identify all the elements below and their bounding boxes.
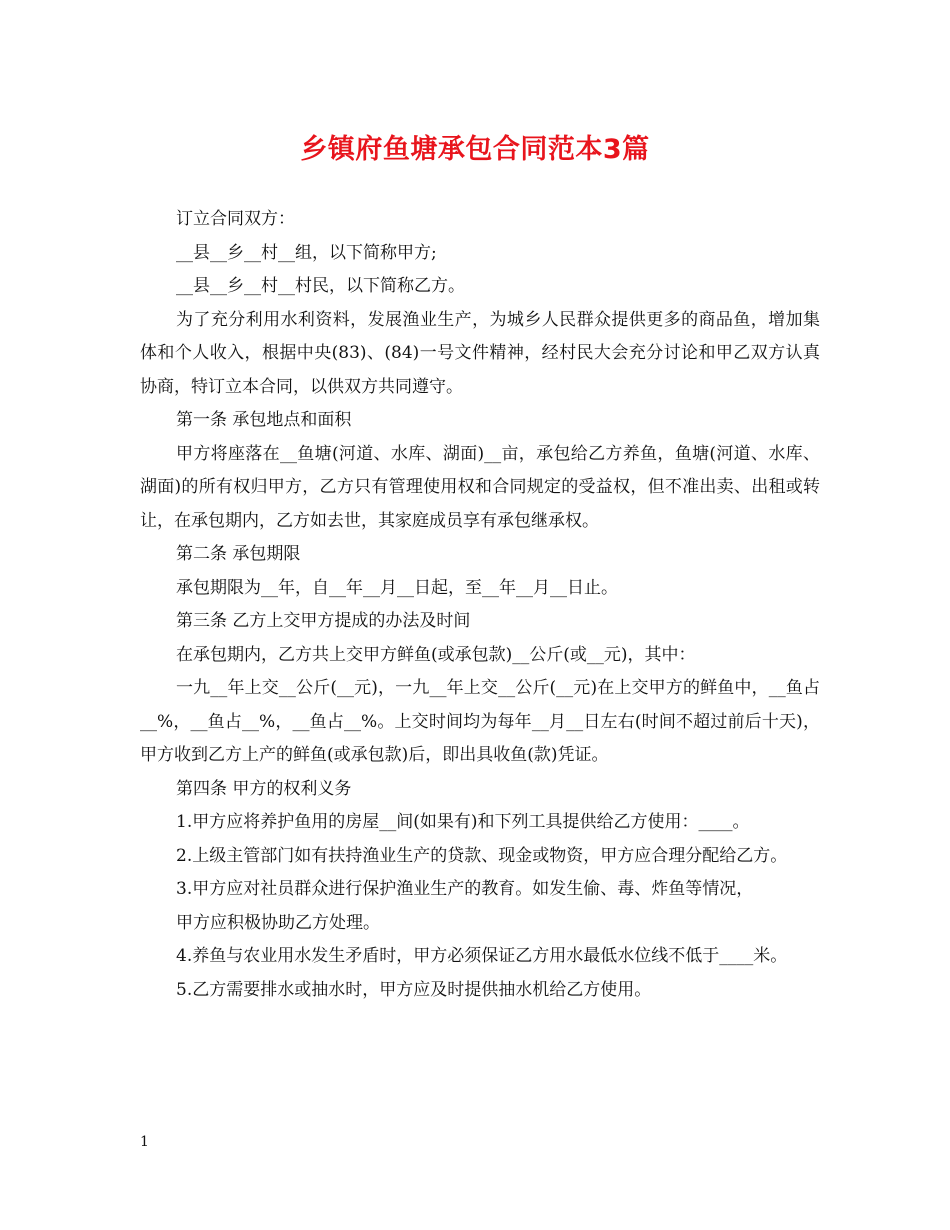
paragraph: 甲方将座落在__鱼塘(河道、水库、湖面)__亩，承包给乙方养鱼，鱼塘(河道、水库、湖面)的所有权归甲方，乙方只有管理使用权和合同规定的受益权，但不准出卖、出租或转让，在承包期内，乙方如去世，其家庭成员享有承包继承权。	[140, 443, 820, 531]
list-item: 5.乙方需要排水或抽水时，甲方应及时提供抽水机给乙方使用。	[176, 979, 652, 1000]
list-item: 3.甲方应对社员群众进行保护渔业生产的教育。如发生偷、毒、炸鱼等情况，	[176, 879, 754, 899]
document-body	[140, 203, 820, 1007]
paragraph: 订立合同双方：	[176, 209, 295, 229]
list-item: 1.甲方应将养护鱼用的房屋__间(如果有)和下列工具提供给乙方使用：____。	[176, 812, 750, 832]
page-number: 1	[140, 1134, 149, 1150]
section-heading: 第三条 乙方上交甲方提成的办法及时间	[176, 611, 471, 631]
section-heading: 第二条 承包期限	[176, 544, 301, 564]
list-item-continuation: 甲方应积极协助乙方处理。	[176, 912, 380, 933]
list-item: 4.养鱼与农业用水发生矛盾时，甲方必须保证乙方用水最低水位线不低于____米。	[176, 946, 788, 966]
section-heading: 第四条 甲方的权利义务	[176, 778, 352, 799]
paragraph: 承包期限为__年，自__年__月__日起，至__年__月__日止。	[176, 577, 618, 598]
paragraph: 在承包期内，乙方共上交甲方鲜鱼(或承包款)__公斤(或__元)，其中：	[176, 644, 696, 665]
section-heading: 第一条 承包地点和面积	[176, 410, 352, 430]
paragraph: 一九__年上交__公斤(__元)，一九__年上交__公斤(__元)在上交甲方的鲜鱼中，__鱼占__%，__鱼占__%，__鱼占__%。上交时间均为每年__月__日左右(时间不超过前后十天)，甲方收到乙方上产的鲜鱼(或承包款)后，即出具收鱼(款)凭证。	[140, 678, 820, 765]
paragraph: __县__乡__村__村民，以下简称乙方。	[176, 276, 465, 296]
paragraph: 为了充分利用水利资料，发展渔业生产，为城乡人民群众提供更多的商品鱼，增加集体和个人收入，根据中央(83)、(84)一号文件精神，经村民大会充分讨论和甲乙双方认真协商，特订立本合同，以供双方共同遵守。	[140, 309, 820, 397]
paragraph: __县__乡__村__组，以下简称甲方;	[176, 242, 437, 263]
list-item: 2.上级主管部门如有扶持渔业生产的贷款、现金或物资，甲方应合理分配给乙方。	[176, 845, 788, 866]
document-title: 乡镇府鱼塘承包合同范本3篇	[300, 134, 650, 165]
